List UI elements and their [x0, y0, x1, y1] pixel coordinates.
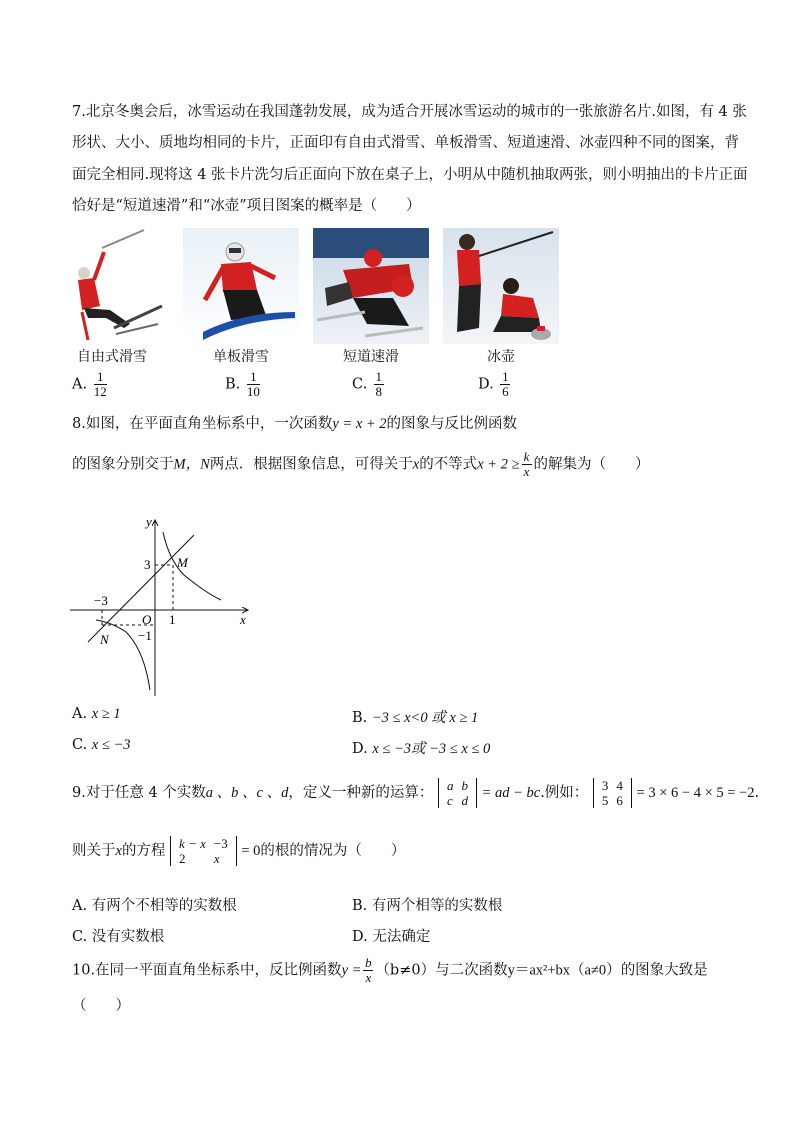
hyperbola-branch-q1 [163, 532, 221, 600]
q9-option-b[interactable]: B. 有两个相等的实数根 [352, 898, 503, 914]
card-caption-4: 冰壶 [487, 349, 515, 365]
equation-determinant: k − x −3 2 x [170, 836, 237, 866]
q8-option-a[interactable]: A. x ≥ 1 [72, 706, 121, 722]
fraction: $\frac{1}{10}$ [246, 369, 260, 399]
card-curling-image [443, 228, 559, 344]
tick-3-label: 3 [144, 557, 151, 572]
card-short-track-image [313, 228, 429, 344]
q8-option-b[interactable]: B. −3 ≤ x<0 或 x ≥ 1 [352, 710, 479, 726]
q7-option-b[interactable]: B. $\frac{1}{10}$ [225, 369, 260, 399]
q7-option-a[interactable]: A. $\frac{1}{12}$ [72, 369, 107, 399]
q9-option-a[interactable]: A. 有两个不相等的实数根 [72, 898, 237, 914]
origin-label: O [142, 612, 152, 627]
q9-line1: 9.对于任意 4 个实数a 、b 、c 、d，定义一种新的运算： a b c d = ad − bc.例如： 3 4 5 6 = 3 × 6 − 4 × 5 = −2. [72, 778, 760, 808]
example-determinant: 3 4 5 6 [593, 778, 632, 808]
x-axis-label: x [240, 612, 246, 627]
linear-function-line [88, 535, 194, 642]
card-snowboard-image [183, 228, 299, 344]
y-axis-label: y [146, 514, 152, 529]
q8-option-d[interactable]: D. x ≤ −3或 −3 ≤ x ≤ 0 [352, 741, 491, 757]
tick-neg3-label: −3 [94, 593, 108, 608]
tick-1-label: 1 [169, 612, 176, 627]
q10-line1: 10.在同一平面直角坐标系中，反比例函数y = $\frac{b}{x}$ （b≠0）与二次函数y＝ax²+bx（a≠0）的图象大致是 [72, 955, 708, 985]
tick-neg1-label: −1 [138, 628, 152, 643]
card-caption-3: 短道速滑 [343, 349, 399, 365]
q8-option-c[interactable]: C. x ≤ −3 [72, 737, 131, 753]
q9-option-d[interactable]: D. 无法确定 [352, 929, 431, 945]
card-freestyle-ski-image [54, 228, 170, 344]
q7-line1: 7.北京冬奥会后，冰雪运动在我国蓬勃发展，成为适合开展冰雪运动的城市的一张旅游名片.如图，有 4 张 [72, 104, 747, 120]
q10-line2: （ ） [72, 998, 130, 1014]
definition-determinant: a b c d [438, 778, 477, 808]
card-caption-1: 自由式滑雪 [77, 349, 147, 365]
fraction: $\frac{1}{8}$ [375, 369, 383, 399]
q7-option-d[interactable]: D. $\frac{1}{6}$ [478, 369, 509, 399]
q7-line4: 恰好是“短道速滑”和“冰壶”项目图案的概率是（ ） [72, 198, 421, 214]
fraction: $\frac{1}{12}$ [93, 369, 107, 399]
q8-function-graph [66, 510, 266, 700]
q7-option-c[interactable]: C. $\frac{1}{8}$ [352, 369, 383, 399]
q8-line1: 8.如图，在平面直角坐标系中，一次函数y = x + 2的图象与反比例函数 [72, 416, 518, 432]
q7-line2: 形状、大小、质地均相同的卡片，正面印有自由式滑雪、单板滑雪、短道速滑、冰壶四种不同的图案，背 [72, 135, 739, 151]
card-caption-2: 单板滑雪 [213, 349, 269, 365]
q9-line2: 则关于x的方程 k − x −3 2 x = 0的根的情况为（ ） [72, 836, 406, 866]
point-n-label: N [100, 632, 109, 647]
q8-line2: 的图象分别交于M，N两点．根据图象信息，可得关于x的不等式x + 2 ≥ $\frac{k}{x}$ 的解集为（ ） [72, 449, 650, 479]
q7-line3: 面完全相同.现将这 4 张卡片洗匀后正面向下放在桌子上，小明从中随机抽取两张，则小明抽出的卡片正面 [72, 167, 748, 183]
point-m-label: M [177, 555, 188, 570]
fraction: $\frac{1}{6}$ [502, 369, 509, 399]
q9-option-c[interactable]: C. 没有实数根 [72, 929, 165, 945]
